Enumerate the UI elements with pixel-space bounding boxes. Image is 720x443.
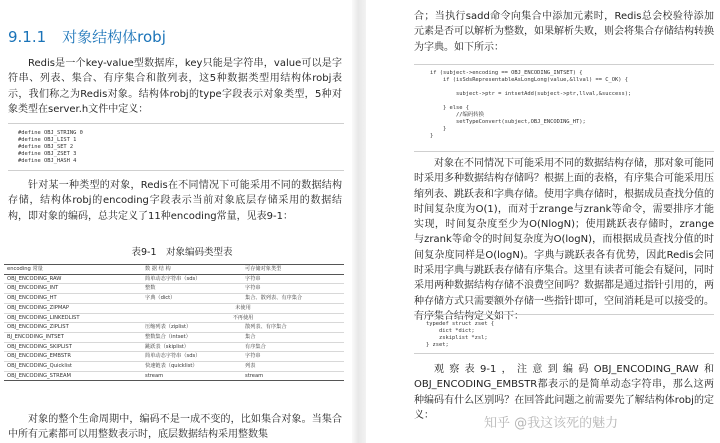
table-cell: 简单动态字符串（sds）	[142, 352, 242, 362]
table-cell: 未使用	[142, 303, 344, 313]
section-heading	[8, 26, 166, 47]
table-cell: 散列表、有序集合	[242, 323, 344, 333]
table-header-row	[4, 265, 344, 275]
table-row	[4, 284, 344, 294]
table-cell: OBJ_ENCODING_Quicklist	[4, 362, 142, 372]
zset-code: typedef struct zset { dict *dict; zskiplist *zsl; } zset;	[426, 321, 495, 348]
table-row	[4, 342, 344, 352]
book-spine	[352, 0, 366, 443]
table-cell: 字符串	[242, 274, 344, 284]
table-cell: 整数	[142, 284, 242, 294]
table-row	[4, 274, 344, 284]
table-cell: 整数集合（intset）	[142, 332, 242, 342]
table-cell: 不再使用	[142, 313, 344, 323]
type-defines-code: #define OBJ_STRING 0 #define OBJ_LIST 1 #define OBJ_SET 2 #define OBJ_ZSET 3 #define OBJ_HASH 4	[18, 130, 83, 164]
table-cell: stream	[142, 371, 242, 381]
left-bottom-paragraph: 对象的整个生命周期中，编码不是一成不变的，比如集合对象。当集合中所有元素都可以用整数表示时，底层数据结构采用整数集	[8, 414, 342, 441]
table-row	[4, 294, 344, 304]
section-title: 对象结构体robj	[62, 28, 166, 46]
table-row	[4, 332, 344, 342]
table-header-cell: 数 据 结 构	[142, 265, 242, 275]
storage-paragraph: 对象在不同情况下可能采用不同的数据结构存储，那对象可能同时采用多种数据结构存储吗？根据上面的表格，有序集合可能采用压缩列表、跳跃表和字典存储。使用字典存储时，根据成员查找分值的时间复杂度为O(1)，而对于zrange与zrank等命令，需要排序才能实现，时间复杂度至少为O(NlogN)；使用跳跃表存储时，zrange与zrank等命令的时间复杂度为O(logN)，而根据成员查找分值的时间复杂度同样是O(logN)。字典与跳跃表各有优势，因此Redis会同时采用字典与跳跃表存储有序集合。这里有读者可能会有疑问，同时采用两种数据结构存储不浪费空间吗？数据都是通过指针引用的，两种存储方式只需要额外存储一些指针即可，空间消耗是可以接受的。有序集合结构定义如下：	[414, 158, 714, 322]
table-cell: 字典（dict）	[142, 294, 242, 304]
table-cell: OBJ_ENCODING_HT	[4, 294, 142, 304]
table-cell: 压缩列表（ziplist）	[142, 323, 242, 333]
table-cell: 集合、散列表、有序集合	[242, 294, 344, 304]
encoding-paragraph: 针对某一种类型的对象，Redis在不同情况下可能采用不同的数据结构存储，结构体robj的encoding字段表示当前对象底层存储采用的数据结构，即对象的编码，总共定义了11种encoding常量，见表9-1：	[8, 180, 342, 222]
table-row	[4, 362, 344, 372]
table-header-cell: 可存储对象类型	[242, 265, 344, 275]
table-cell: BJ_ENCODING_INTSET	[4, 332, 142, 342]
encoding-table	[4, 264, 344, 381]
right-page	[366, 0, 720, 443]
table-cell: OBJ_ENCODING_INT	[4, 284, 142, 294]
table-row	[4, 352, 344, 362]
intro-paragraph: Redis是一个key-value型数据库，key只能是字符串，value可以是字符串、列表、集合、有序集合和散列表，这5种数据类型用结构体robj表示，我们称之为Redis对象。结构体robj的type字段表示对象类型，5种对象类型在server.h文件中定义：	[8, 58, 342, 115]
table-cell: 字符串	[242, 352, 344, 362]
right-top-paragraph: 合；当执行sadd命令向集合中添加元素时，Redis总会校验待添加元素是否可以解析为整数，如果解析失败，则会将集合存储结构转换为字典。如下所示：	[414, 11, 714, 53]
sadd-code: if (subject->encoding == OBJ_ENCODING_INTSET) { if (isSdsRepresentableAsLongLong(value,&llval) == C_OK) { subject->ptr = intsetAdd(subject->ptr,llval,&success); } else { //编码转换 setTypeConvert(subject,OBJ_ENCODING_HT); } }	[430, 70, 632, 139]
zhihu-watermark: 知乎 @我这该死的魅力	[484, 416, 619, 431]
table-cell: 简单动态字符串（sds）	[142, 274, 242, 284]
table-cell: 有序集合	[242, 342, 344, 352]
section-number: 9.1.1	[8, 28, 47, 46]
table-caption: 表9-1 对象编码类型表	[131, 247, 233, 258]
table-cell: 字符串	[242, 284, 344, 294]
table-cell: OBJ_ENCODING_ZIPLIST	[4, 323, 142, 333]
table-cell: 列表	[242, 362, 344, 372]
table-row	[4, 303, 344, 313]
table-row	[4, 371, 344, 381]
table-cell: 集合	[242, 332, 344, 342]
table-cell: OBJ_ENCODING_STREAM	[4, 371, 142, 381]
table-header-cell: encoding 常量	[4, 265, 142, 275]
left-page	[0, 0, 352, 443]
table-cell: OBJ_ENCODING_LINKEDLIST	[4, 313, 142, 323]
table-cell: 跳跃表（skiplist）	[142, 342, 242, 352]
table-cell: 快速链表（quicklist）	[142, 362, 242, 372]
table-cell: OBJ_ENCODING_RAW	[4, 274, 142, 284]
table-row	[4, 323, 344, 333]
table-row	[4, 313, 344, 323]
right-bottom-paragraph: 观察表9-1，注意到编码OBJ_ENCODING_RAW和OBJ_ENCODING_EMBSTR都表示的是简单动态字符串，那么这两种编码有什么区别吗？在回答此问题之前需要先了解结构体robj的定义：	[414, 364, 714, 421]
table-cell: stream	[242, 371, 344, 381]
table-cell: OBJ_ENCODING_EMBSTR	[4, 352, 142, 362]
table-cell: OBJ_ENCODING_ZIPMAP	[4, 303, 142, 313]
table-cell: OBJ_ENCODING_SKIPLIST	[4, 342, 142, 352]
